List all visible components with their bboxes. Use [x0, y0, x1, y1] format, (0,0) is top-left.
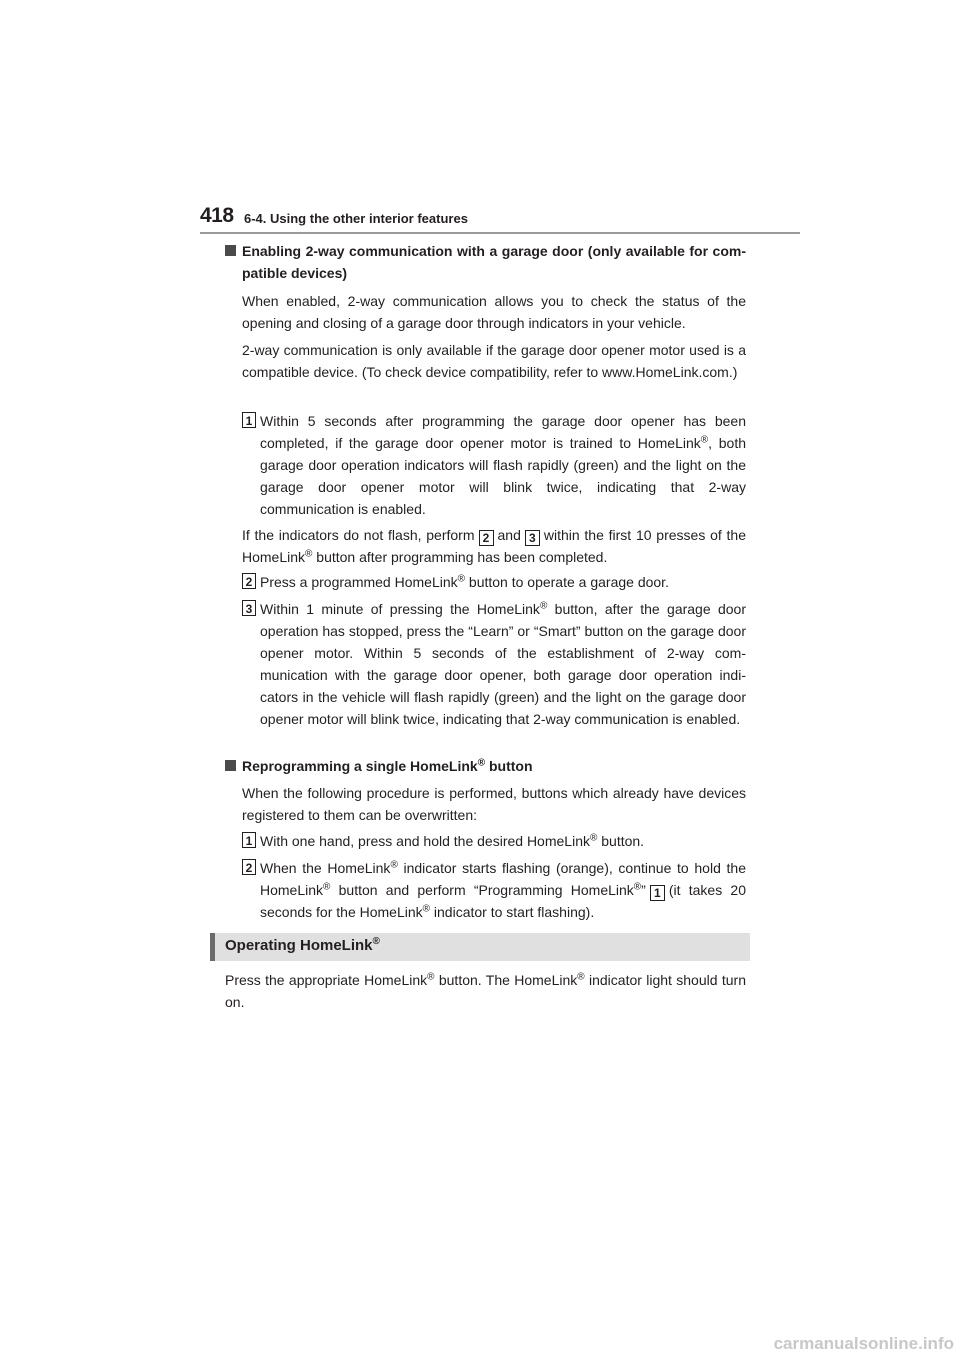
registered-mark: ® [422, 903, 431, 915]
step-ref-2: 2 [479, 530, 494, 546]
reprogram-step-1 [225, 830, 746, 852]
page-header [200, 204, 800, 236]
two-way-intro-block [225, 290, 746, 334]
registered-mark: ® [372, 936, 380, 947]
registered-mark: ® [633, 881, 642, 893]
reprogram-step-2 [225, 857, 746, 923]
registered-mark: ® [577, 971, 585, 983]
reprogram-step-2-text: When the HomeLink® indicator starts flashing (orange), continue to hold the HomeLink® button and perform “Programming HomeLink®” 1 (it takes 20 seconds for the HomeLink® indicator to start flashing). [260, 859, 747, 920]
page-number: 418 [200, 204, 234, 227]
two-way-step-2-text: Press a programmed HomeLink® button to operate a garage door. [260, 573, 669, 590]
reprogram-step-1-text: With one hand, press and hold the desired HomeLink® button. [260, 832, 645, 849]
registered-mark: ® [427, 971, 435, 983]
two-way-heading: Enabling 2-way communication with a garage door (only available for com- patible devices) [225, 240, 746, 284]
step-number-2: 2 [242, 573, 256, 589]
registered-mark: ® [477, 757, 486, 769]
registered-mark: ® [539, 600, 548, 612]
operating-homelink-title: Operating HomeLink® [225, 936, 380, 954]
step-number-1: 1 [242, 832, 256, 848]
two-way-step-1-text: Within 5 seconds after programming the garage door opener has been completed, if the garage door opener motor is trained to HomeLink®, both garage door operation indicators will flash rapidly (green) and the light on the garage door opener motor will blink twice, indicating that 2-way communication is enabled. [260, 413, 746, 517]
reprogram-heading: Reprogramming a single HomeLink® button [225, 755, 746, 777]
two-way-step-3 [225, 598, 746, 730]
two-way-step-1 [225, 410, 746, 520]
two-way-compat: 2-way communication is only available if the garage door opener motor used is a compatible device. (To check device compatibility, refer to www.HomeLink.com.) [242, 342, 746, 380]
header-rule [200, 232, 800, 234]
two-way-note-block [225, 524, 746, 568]
registered-mark: ® [589, 832, 598, 844]
step-number-2: 2 [242, 859, 256, 875]
two-way-heading-block [225, 240, 746, 284]
two-way-compat-block [225, 339, 746, 383]
two-way-step-2 [225, 571, 746, 593]
square-bullet-icon [225, 245, 236, 256]
registered-mark: ® [305, 548, 313, 560]
operating-homelink-text: Press the appropriate HomeLink® button. The HomeLink® indicator light should turn on. [225, 971, 746, 1010]
registered-mark: ® [700, 434, 709, 446]
registered-mark: ® [323, 881, 331, 893]
watermark: carmanualsonline.info [773, 1334, 954, 1353]
step-ref-1: 1 [650, 885, 665, 901]
registered-mark: ® [457, 573, 466, 585]
operating-homelink-heading-bar [210, 933, 750, 961]
two-way-intro: When enabled, 2-way communication allows you to check the status of the opening and closing of a garage door through indicators in your vehicle. [242, 293, 746, 331]
step-number-3: 3 [242, 600, 256, 616]
reprogram-intro-block [225, 782, 746, 826]
two-way-note: If the indicators do not flash, perform 2 and 3 within the first 10 presses of the HomeLink® button after programming has been completed. [242, 527, 747, 565]
section-title: 6-4. Using the other interior features [244, 211, 468, 226]
registered-mark: ® [390, 859, 398, 871]
reprogram-heading-block [225, 755, 746, 777]
reprogram-intro: When the following procedure is performed, buttons which already have devices registered to them can be overwritten: [242, 785, 746, 823]
two-way-step-3-text: Within 1 minute of pressing the HomeLink® button, after the garage door operation has stopped, press the “Learn” or “Smart” button on the garage door opener motor. Within 5 seconds of the establishment of 2-way com- munication with the garage door opener, both garage door operation indi- cators in the vehicle will flash rapidly (green) and the light on the garage door opener motor will blink twice, indicating that 2-way communication is enabled. [260, 600, 747, 727]
square-bullet-icon [225, 760, 236, 771]
step-number-1: 1 [242, 412, 256, 428]
step-ref-3: 3 [525, 530, 540, 546]
